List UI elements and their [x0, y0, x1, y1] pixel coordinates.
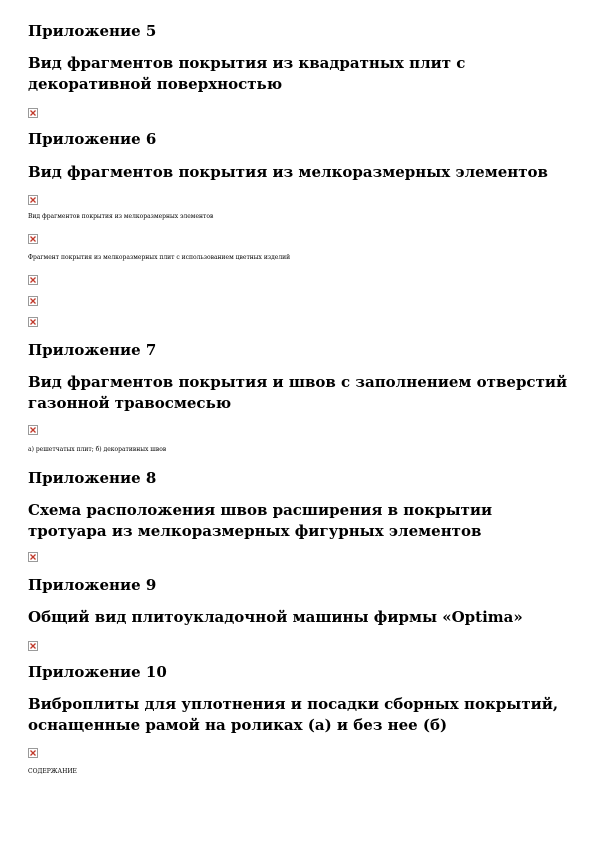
- broken-image-icon: [28, 748, 38, 758]
- appendix-5-heading: Приложение 5: [28, 22, 157, 40]
- broken-image-icon: [28, 552, 38, 562]
- appendix-6-heading: Приложение 6: [28, 130, 157, 148]
- appendix-9-heading: Приложение 9: [28, 576, 157, 594]
- broken-image-icon: [28, 108, 38, 118]
- appendix-6-title: Вид фрагментов покрытия из мелкоразмерных элементов: [28, 163, 548, 181]
- broken-image-icon: [28, 425, 38, 435]
- toc-link[interactable]: СОДЕРЖАНИЕ: [28, 768, 77, 775]
- appendix-7-title: Вид фрагментов покрытия и швов с заполнением отверстий газонной травосмесью: [28, 373, 568, 412]
- appendix-10-title: Виброплиты для уплотнения и посадки сборных покрытий, оснащенные рамой на роликах (а) и без нее (б): [28, 695, 559, 734]
- image-caption: а) решетчатых плит; б) декоративных швов: [28, 446, 167, 453]
- appendix-9-title: Общий вид плитоукладочной машины фирмы «Optima»: [28, 608, 523, 626]
- appendix-8-heading: Приложение 8: [28, 469, 157, 487]
- image-caption: Фрагмент покрытия из мелкоразмерных плит с использованием цветных изделий: [28, 254, 291, 261]
- appendix-7-heading: Приложение 7: [28, 341, 157, 359]
- appendix-8-title: Схема расположения швов расширения в покрытии тротуара из мелкоразмерных фигурных элементов: [28, 501, 493, 540]
- broken-image-icon: [28, 195, 38, 205]
- broken-image-icon: [28, 275, 38, 285]
- broken-image-icon: [28, 317, 38, 327]
- broken-image-icon: [28, 641, 38, 651]
- broken-image-icon: [28, 296, 38, 306]
- appendix-5-title: Вид фрагментов покрытия из квадратных плит с декоративной поверхностью: [28, 54, 466, 93]
- image-caption: Вид фрагментов покрытия из мелкоразмерных элементов: [28, 213, 214, 220]
- broken-image-icon: [28, 234, 38, 244]
- appendix-10-heading: Приложение 10: [28, 663, 167, 681]
